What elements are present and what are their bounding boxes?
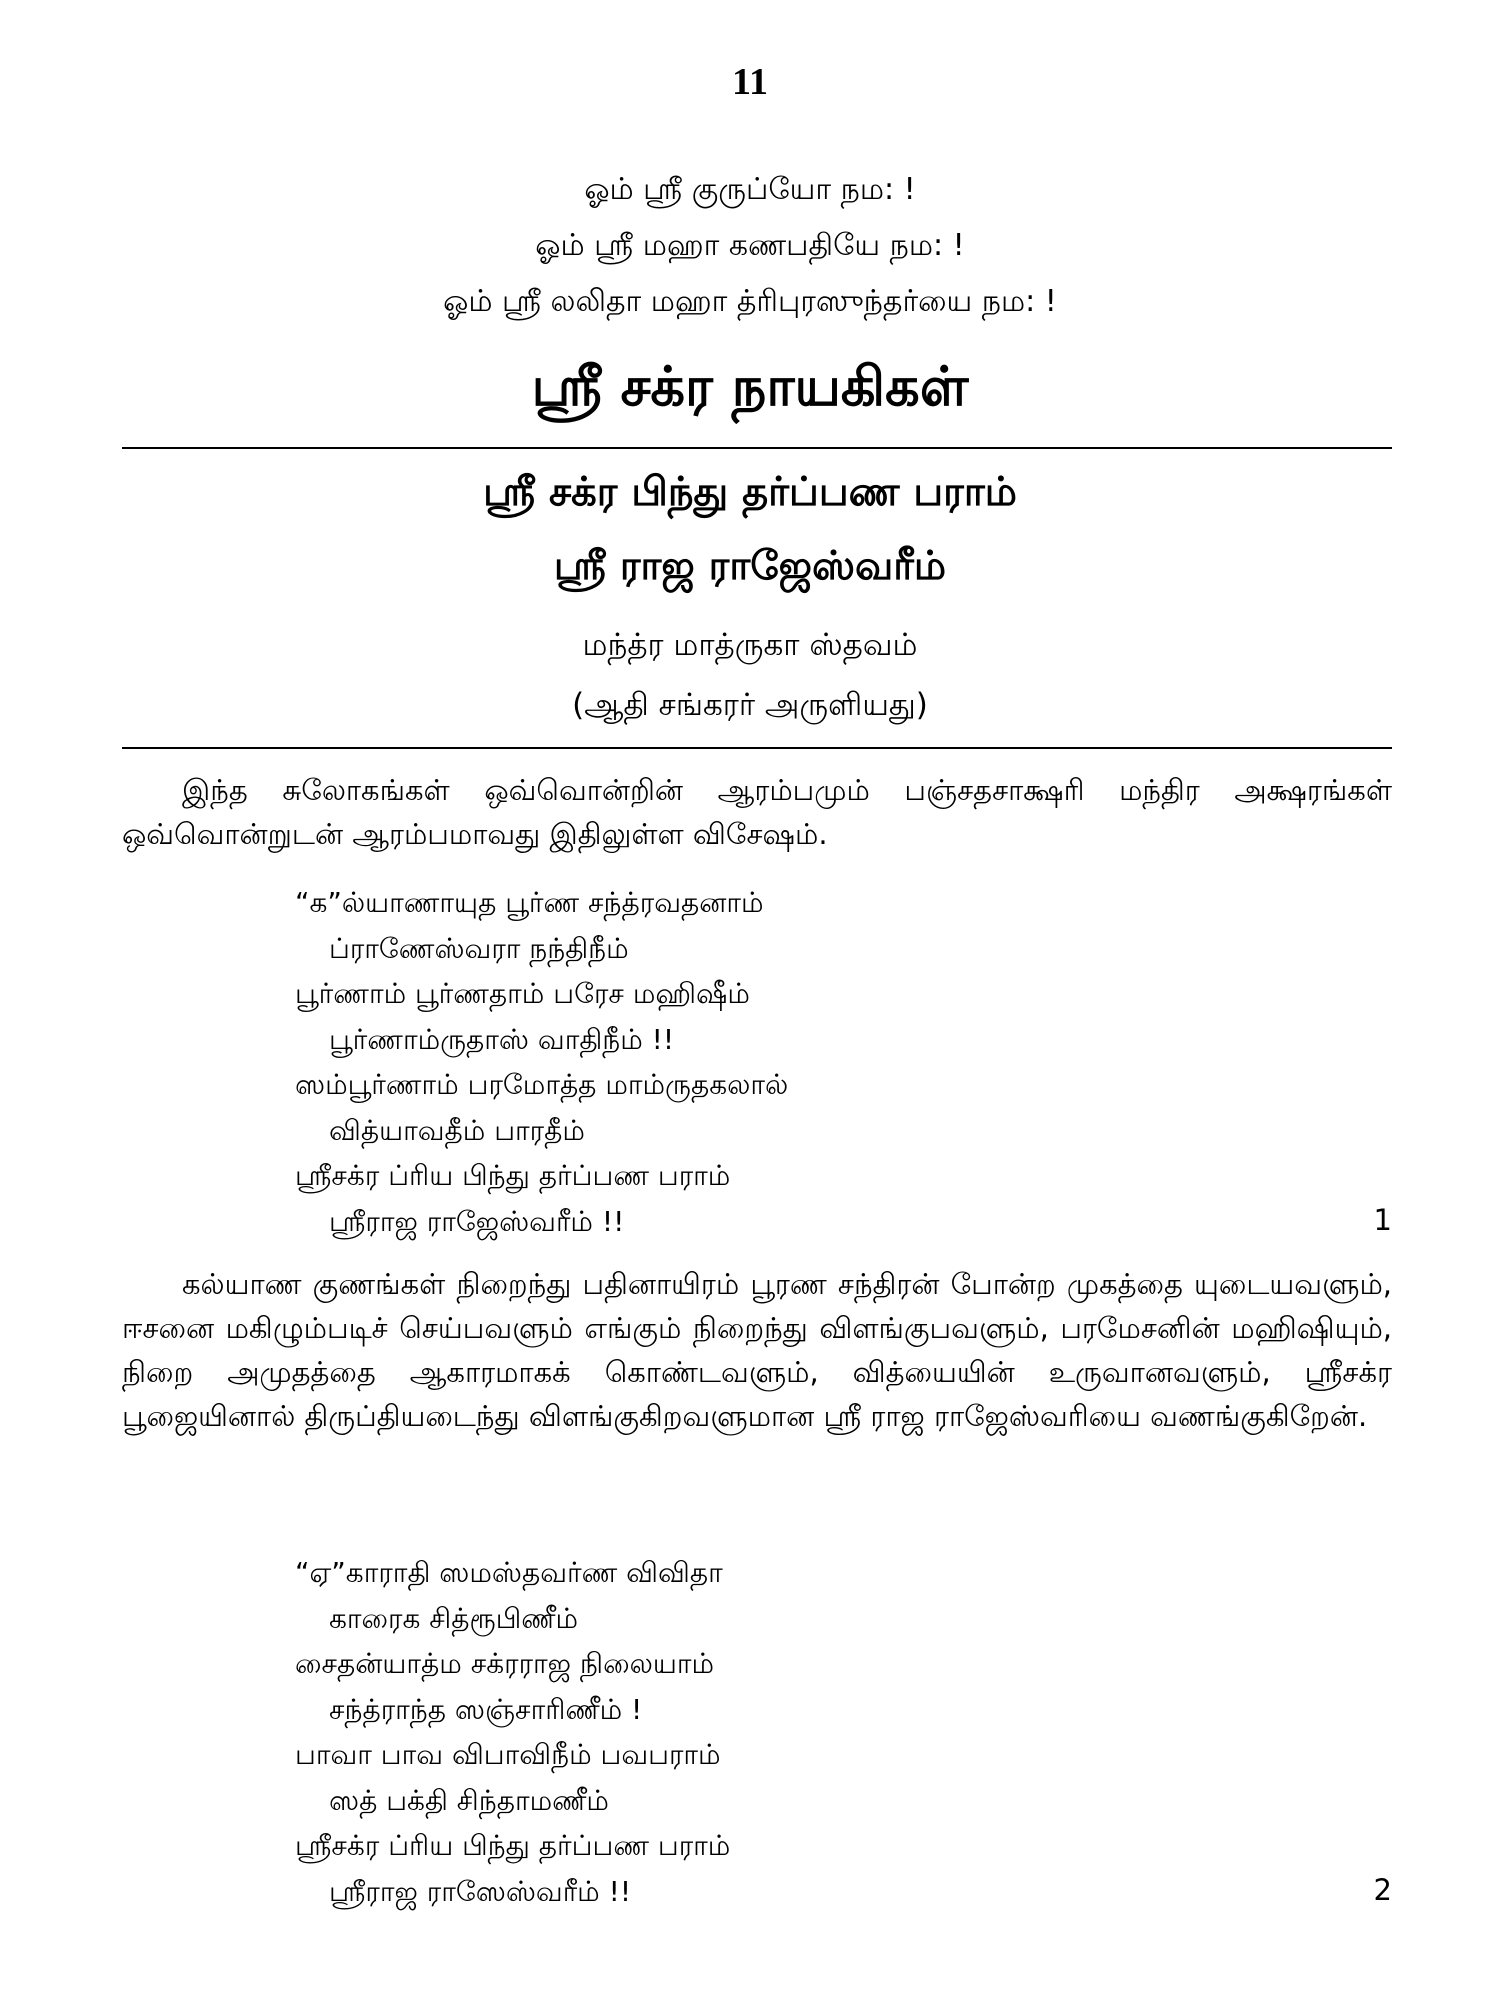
verse-number: 1	[1373, 1203, 1392, 1237]
verse-line: வித்யாவதீம் பாரதீம்	[329, 1113, 585, 1147]
verse-line: ஸ்ரீராஜ ராஸேஸ்வரீம் !!	[329, 1874, 632, 1908]
page-number: 11	[732, 61, 768, 103]
divider-bottom	[122, 747, 1392, 749]
verse-line: ஸ்ரீசக்ர ப்ரிய பிந்து தர்ப்பண பராம்	[295, 1159, 731, 1192]
verse-1	[295, 880, 1395, 1244]
main-title: ஸ்ரீ சக்ர நாயகிகள்	[531, 355, 969, 418]
verse-line: ஸத் பக்தி சிந்தாமணீம்	[329, 1783, 609, 1817]
verse-line: பூர்ணாம் பூர்ணதாம் பரேச மஹிஷீம்	[295, 977, 750, 1010]
verse-number: 2	[1373, 1873, 1392, 1907]
divider-top	[122, 447, 1392, 449]
verse-line: பூர்ணாம்ருதாஸ் வாதிநீம் !!	[329, 1022, 675, 1056]
invocations	[0, 162, 1500, 330]
verse-line: ஸம்பூர்ணாம் பரமோத்த மாம்ருதகலால்	[295, 1068, 789, 1101]
invocation-line: ஓம் ஸ்ரீ மஹா கணபதியே நம: !	[535, 228, 965, 263]
subtitle-second: ஸ்ரீ ராஜ ராஜேஸ்வரீம்	[553, 543, 947, 589]
verse-line: ஸ்ரீராஜ ராஜேஸ்வரீம் !!	[329, 1204, 625, 1238]
hymn-author: (ஆதி சங்கரர் அருளியது)	[572, 687, 928, 723]
verse-line: “க”ல்யாணாயுத பூர்ண சந்த்ரவதனாம்	[295, 886, 764, 919]
verse-line: சைதன்யாத்ம சக்ரராஜ நிலையாம்	[295, 1647, 715, 1680]
meaning-paragraph: கல்யாண குணங்கள் நிறைந்து பதினாயிரம் பூரண சந்திரன் போன்ற முகத்தை யுடையவளும், ஈசனை மகிழும்படிச் செய்பவளும் எங்கும் நிறைந்து விளங்குபவளும், பரமேசனின் மஹிஷியும், நிறை அமுதத்தை ஆகாரமாகக் கொண்டவளும், வித்யையின் உருவானவளும், ஸ்ரீசக்ர பூஜையினால் திருப்தியடைந்து விளங்குகிறவளுமான ஸ்ரீ ராஜ ராஜேஸ்வரியை வணங்குகிறேன்.	[122, 1267, 1392, 1433]
verse-line: காரைக சித்ரூபிணீம்	[329, 1601, 579, 1635]
invocation-line: ஓம் ஸ்ரீ குருப்யோ நம: !	[584, 172, 916, 207]
invocation-line: ஓம் ஸ்ரீ லலிதா மஹா த்ரிபுரஸுந்தர்யை நம: !	[443, 284, 1057, 319]
verse-line: பாவா பாவ விபாவிநீம் பவபராம்	[295, 1738, 721, 1771]
subtitle-first: ஸ்ரீ சக்ர பிந்து தர்ப்பண பராம்	[483, 469, 1017, 515]
verse-line: சந்த்ராந்த ஸஞ்சாரிணீம் !	[329, 1692, 643, 1726]
verse-line: “ஏ”காராதி ஸமஸ்தவர்ண விவிதா	[295, 1556, 723, 1589]
verse-2	[295, 1550, 1395, 1914]
verse-line: ஸ்ரீசக்ர ப்ரிய பிந்து தர்ப்பண பராம்	[295, 1829, 731, 1862]
intro-paragraph: இந்த சுலோகங்கள் ஒவ்வொன்றின் ஆரம்பமும் பஞ்சதசாக்ஷரி மந்திர அக்ஷரங்கள் ஒவ்வொன்றுடன் ஆரம்பமாவது இதிலுள்ள விசேஷம்.	[122, 773, 1392, 851]
verse-line: ப்ராணேஸ்வரா நந்திநீம்	[329, 931, 629, 965]
hymn-name: மந்த்ர மாத்ருகா ஸ்தவம்	[582, 627, 918, 663]
